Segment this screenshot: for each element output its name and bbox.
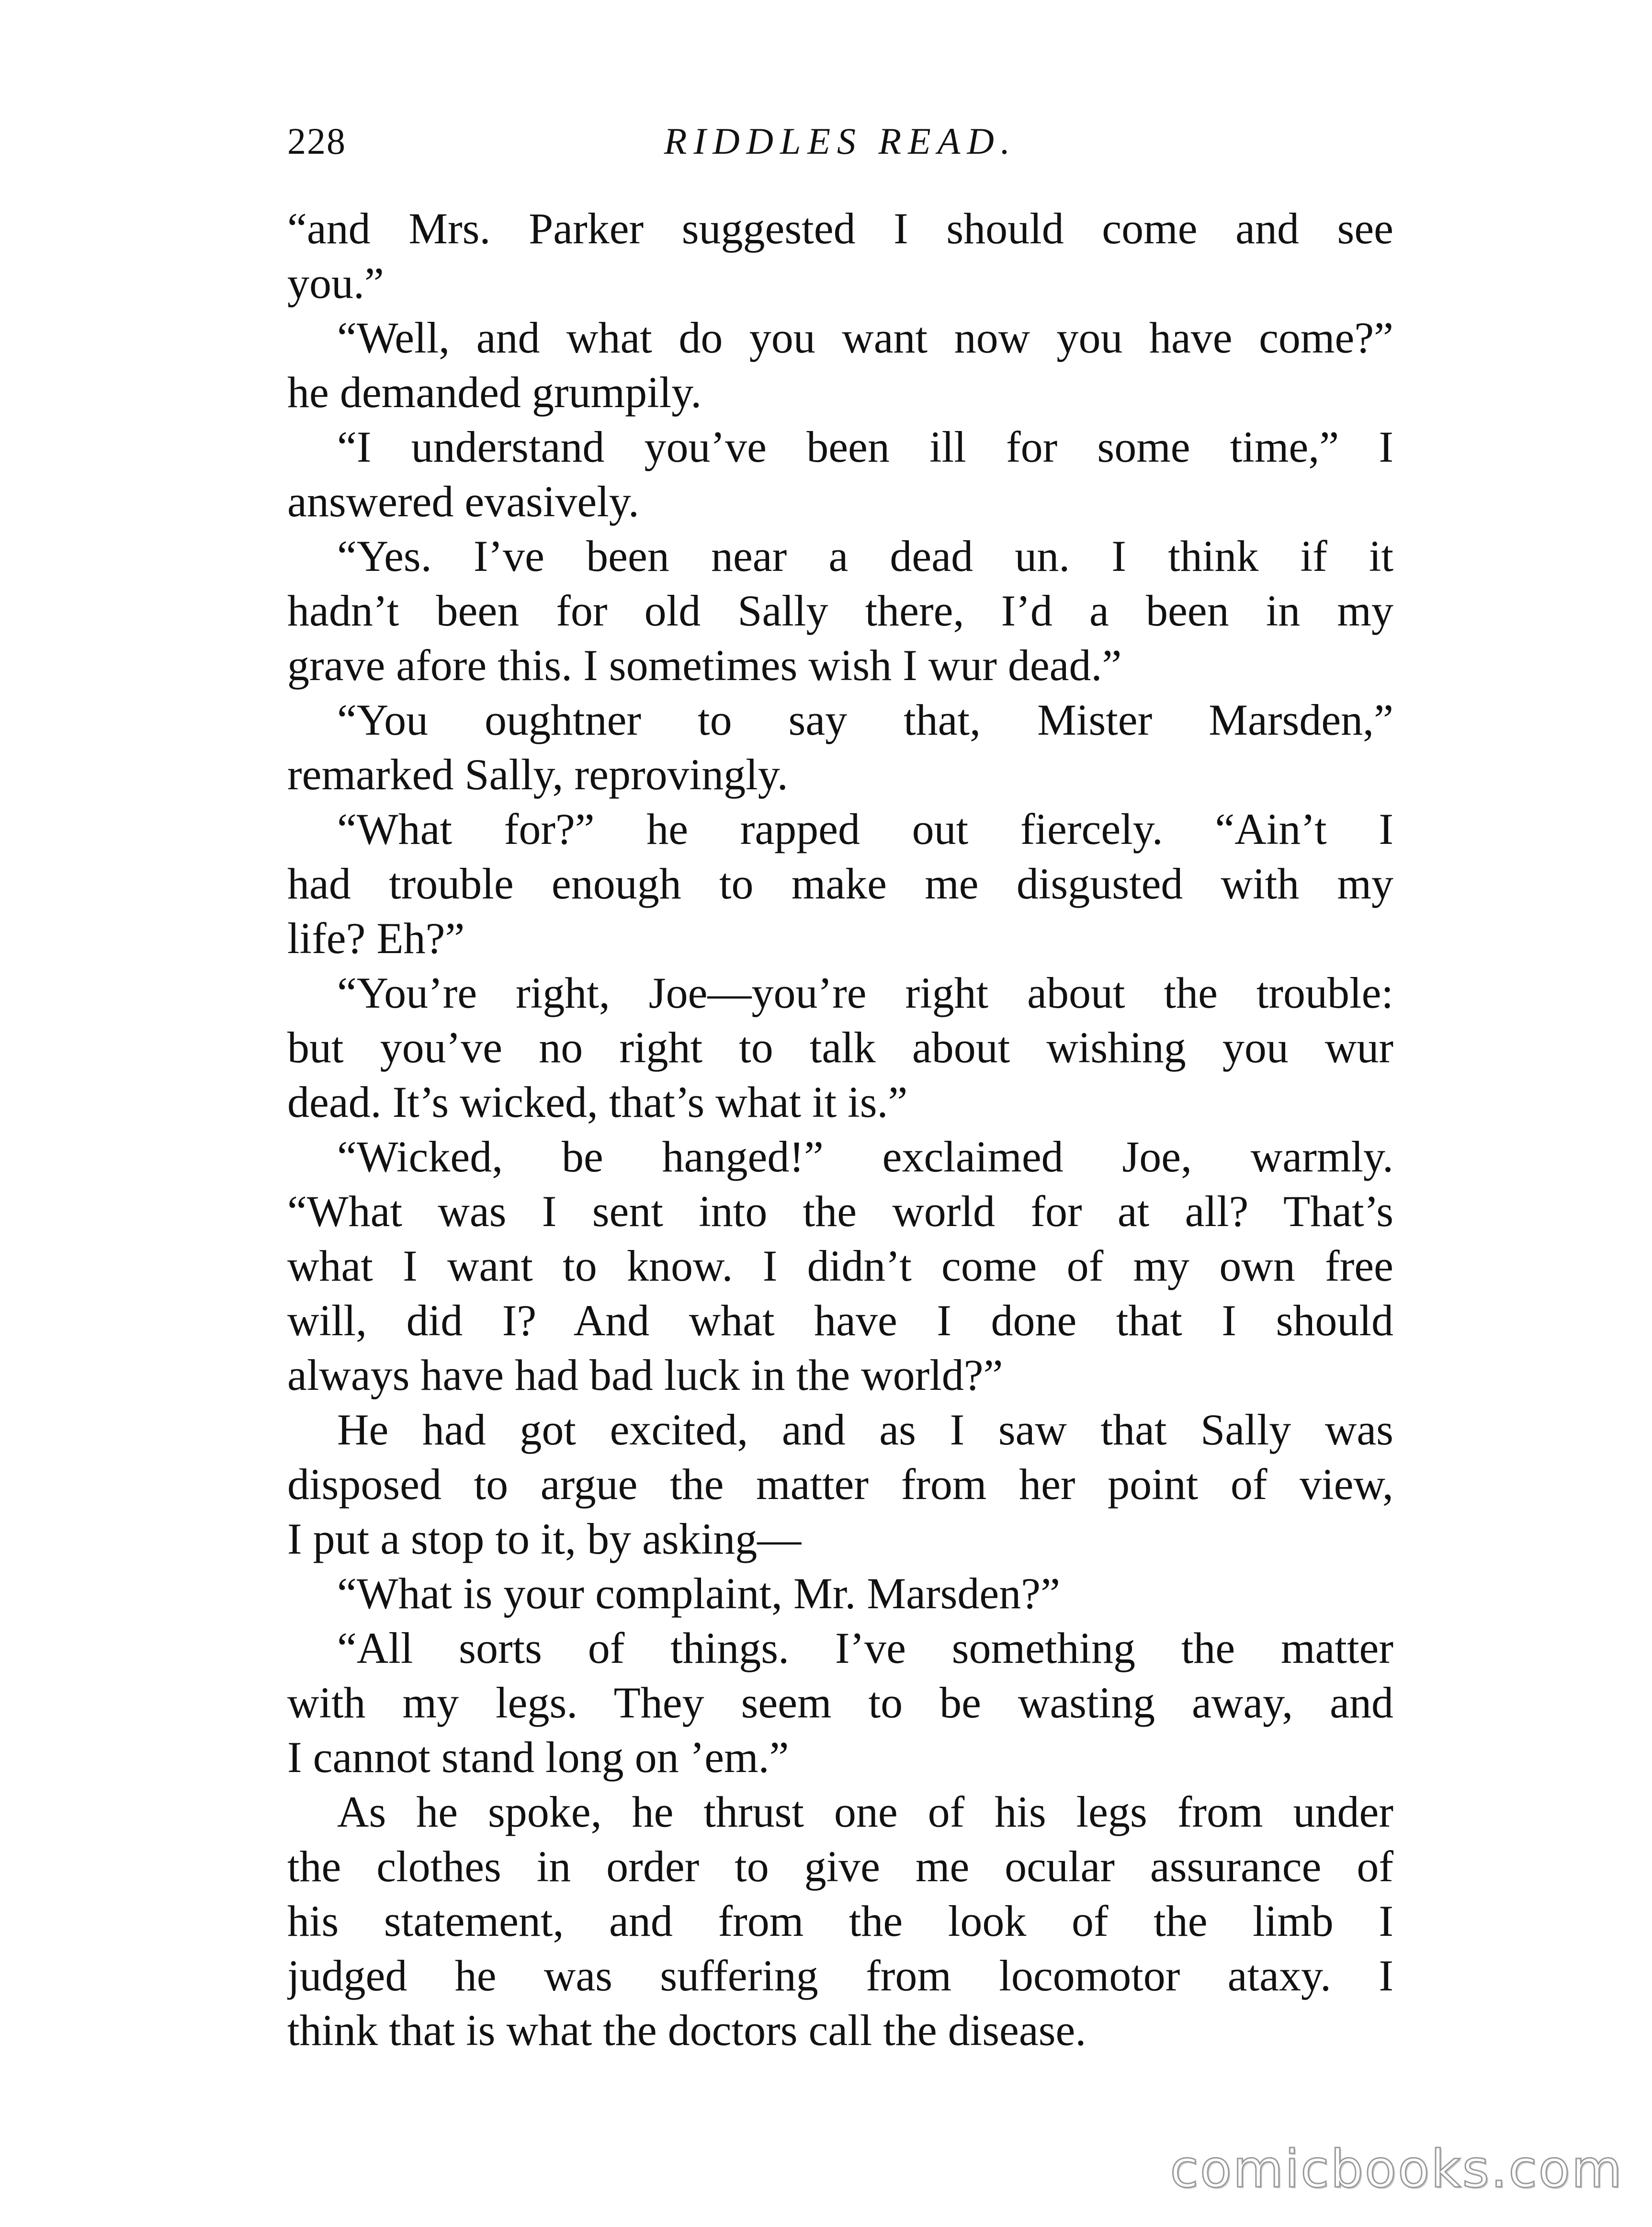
body-text bbox=[287, 201, 1393, 2057]
text-line: He had got excited, and as I saw that Sally was bbox=[337, 1405, 1393, 1454]
text-line: “I understand you’ve been ill for some time,” I bbox=[337, 422, 1393, 471]
page-header bbox=[287, 115, 1393, 168]
text-line: had trouble enough to make me disgusted with my bbox=[287, 859, 1393, 908]
text-line: dead. It’s wicked, that’s what it is.” bbox=[287, 1078, 908, 1126]
text-line: think that is what the doctors call the disease. bbox=[287, 2006, 1086, 2055]
text-line: the clothes in order to give me ocular assurance of bbox=[287, 1842, 1393, 1891]
text-line: answered evasively. bbox=[287, 477, 639, 526]
text-line: but you’ve no right to talk about wishing you wur bbox=[287, 1023, 1393, 1072]
text-line: he demanded grumpily. bbox=[287, 368, 702, 417]
text-line: “What is your complaint, Mr. Marsden?” bbox=[337, 1569, 1060, 1618]
text-line: with my legs. They seem to be wasting away, and bbox=[287, 1678, 1393, 1727]
text-line: I put a stop to it, by asking— bbox=[287, 1514, 802, 1563]
text-line: “Wicked, be hanged!” exclaimed Joe, warmly. bbox=[337, 1132, 1393, 1181]
text-line: “You’re right, Joe—you’re right about the trouble: bbox=[337, 968, 1393, 1017]
running-title: RIDDLES READ. bbox=[664, 120, 1017, 162]
page-number: 228 bbox=[287, 120, 346, 162]
text-line: hadn’t been for old Sally there, I’d a been in my bbox=[287, 586, 1393, 635]
text-line: what I want to know. I didn’t come of my own free bbox=[287, 1241, 1393, 1290]
text-line: “and Mrs. Parker suggested I should come and see bbox=[287, 204, 1393, 253]
text-line: always have had bad luck in the world?” bbox=[287, 1351, 1003, 1399]
text-line: his statement, and from the look of the limb I bbox=[287, 1897, 1393, 1945]
watermark-logo: comicbooks.com bbox=[1170, 2139, 1623, 2199]
text-line: As he spoke, he thrust one of his legs from under bbox=[337, 1787, 1393, 1836]
text-line: disposed to argue the matter from her point of view, bbox=[287, 1460, 1393, 1509]
text-line: “You oughtner to say that, Mister Marsden,” bbox=[337, 695, 1393, 744]
text-line: you.” bbox=[287, 259, 384, 307]
text-line: “Well, and what do you want now you have come?” bbox=[337, 313, 1393, 362]
text-line: “All sorts of things. I’ve something the matter bbox=[337, 1624, 1393, 1672]
text-line: “What was I sent into the world for at all? That’s bbox=[287, 1187, 1393, 1236]
text-line: “Yes. I’ve been near a dead un. I think if it bbox=[337, 532, 1393, 580]
text-line: life? Eh?” bbox=[287, 914, 465, 963]
text-line: judged he was suffering from locomotor ataxy. I bbox=[287, 1951, 1393, 2000]
text-line: grave afore this. I sometimes wish I wur dead.” bbox=[287, 641, 1122, 690]
text-line: will, did I? And what have I done that I should bbox=[287, 1296, 1393, 1345]
text-line: “What for?” he rapped out fiercely. “Ain’t I bbox=[337, 805, 1393, 853]
text-line: I cannot stand long on ’em.” bbox=[287, 1733, 789, 1782]
text-line: remarked Sally, reprovingly. bbox=[287, 750, 788, 799]
